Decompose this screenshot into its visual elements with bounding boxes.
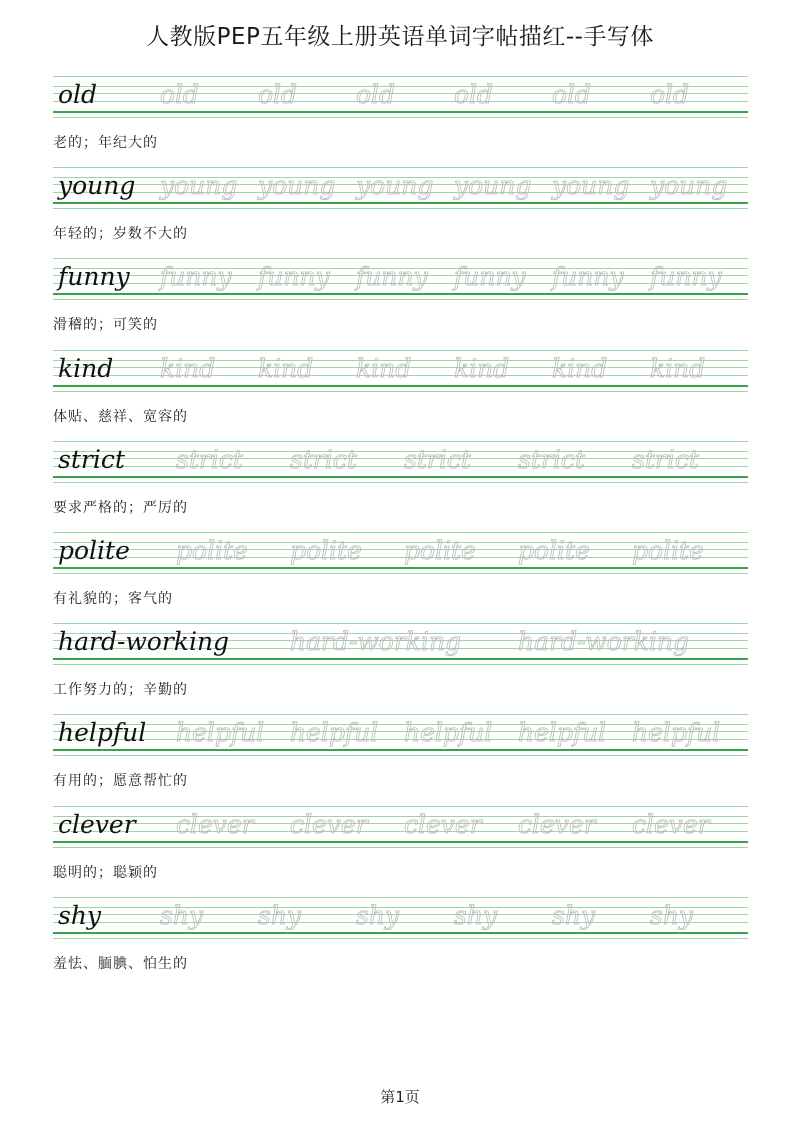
- guide-line: [53, 664, 748, 665]
- trace-word: old: [160, 80, 200, 109]
- trace-word: helpful: [404, 718, 493, 748]
- guide-line: [53, 441, 748, 442]
- trace-word: old: [258, 80, 298, 109]
- trace-word: old: [552, 80, 592, 109]
- trace-word: polite: [518, 536, 590, 565]
- trace-word: young: [160, 171, 238, 201]
- trace-word: helpful: [632, 718, 721, 748]
- word-row: [0, 350, 800, 441]
- word-meaning: 老的；年纪大的: [53, 135, 158, 151]
- guide-line: [53, 76, 748, 77]
- trace-word: funny: [160, 262, 232, 292]
- word-row: [0, 76, 800, 167]
- word-meaning: 年轻的；岁数不大的: [53, 226, 188, 243]
- trace-word: clever: [290, 809, 368, 839]
- trace-word: clever: [632, 809, 710, 839]
- guide-line: [53, 938, 748, 939]
- page-number: 第1页: [380, 1088, 420, 1106]
- trace-word: shy: [552, 900, 596, 930]
- word-meaning: 羞怯、腼腆、怕生的: [53, 955, 188, 972]
- guide-line: [53, 93, 748, 94]
- trace-word: shy: [650, 900, 694, 930]
- word-row: [0, 441, 800, 532]
- model-word: hard-working: [58, 627, 230, 657]
- guide-line: [53, 532, 748, 533]
- trace-word: funny: [454, 262, 526, 292]
- guide-line: [53, 907, 748, 908]
- trace-word: clever: [404, 809, 482, 839]
- guide-line: [53, 623, 748, 624]
- trace-word: kind: [552, 353, 608, 383]
- trace-word: young: [454, 171, 532, 201]
- baseline: [53, 932, 748, 934]
- guide-line: [53, 897, 748, 898]
- model-word: clever: [58, 809, 136, 839]
- trace-word: strict: [290, 444, 357, 474]
- guide-line: [53, 922, 748, 923]
- trace-word: kind: [356, 353, 412, 383]
- trace-word: polite: [290, 536, 362, 565]
- trace-word: old: [650, 80, 690, 109]
- trace-word: funny: [356, 262, 428, 292]
- model-word: strict: [58, 444, 125, 474]
- guide-line: [53, 755, 748, 756]
- word-meaning: 有用的；愿意帮忙的: [53, 773, 188, 790]
- guide-line: [53, 847, 748, 848]
- writing-guide-lines: [53, 897, 748, 939]
- trace-word: strict: [176, 444, 243, 474]
- guide-line: [53, 714, 748, 715]
- word-row: [0, 806, 800, 897]
- trace-word: young: [356, 171, 434, 201]
- guide-line: [53, 350, 748, 351]
- trace-word: shy: [160, 900, 204, 930]
- trace-word: old: [356, 80, 396, 109]
- trace-word: kind: [650, 353, 706, 383]
- word-row: [0, 258, 800, 349]
- word-row: [0, 167, 800, 258]
- baseline: [53, 111, 748, 113]
- trace-word: helpful: [518, 718, 607, 748]
- model-word: helpful: [58, 718, 147, 748]
- trace-word: funny: [258, 262, 330, 292]
- trace-word: helpful: [290, 718, 379, 748]
- word-meaning: 工作努力的；辛勤的: [53, 682, 188, 699]
- guide-line: [53, 258, 748, 259]
- trace-word: polite: [176, 536, 248, 565]
- word-meaning: 滑稽的；可笑的: [53, 317, 158, 334]
- word-meaning: 要求严格的；严厉的: [53, 499, 188, 516]
- trace-word: strict: [518, 444, 585, 474]
- guide-line: [53, 391, 748, 392]
- trace-word: strict: [632, 444, 699, 474]
- model-word: young: [58, 171, 136, 201]
- trace-word: shy: [356, 900, 400, 930]
- word-meaning: 聪明的；聪颖的: [53, 864, 158, 881]
- guide-line: [53, 299, 748, 300]
- word-row: [0, 623, 800, 714]
- word-meaning: 有礼貌的；客气的: [53, 591, 173, 607]
- trace-word: hard-working: [518, 627, 690, 657]
- trace-word: clever: [518, 809, 596, 839]
- word-meaning: 体贴、慈祥、宽容的: [53, 408, 188, 425]
- word-row: [0, 897, 800, 988]
- model-word: funny: [58, 262, 130, 292]
- trace-word: shy: [258, 900, 302, 930]
- model-word: kind: [58, 353, 114, 383]
- trace-word: kind: [258, 353, 314, 383]
- guide-line: [53, 208, 748, 209]
- trace-word: hard-working: [290, 627, 462, 657]
- trace-word: kind: [160, 353, 216, 383]
- guide-line: [53, 101, 748, 102]
- model-word: polite: [58, 536, 130, 565]
- trace-word: polite: [404, 536, 476, 565]
- trace-word: old: [454, 80, 494, 109]
- guide-line: [53, 914, 748, 915]
- writing-guide-lines: [53, 76, 748, 118]
- trace-word: shy: [454, 900, 498, 930]
- trace-word: young: [258, 171, 336, 201]
- trace-word: kind: [454, 353, 510, 383]
- trace-word: young: [650, 171, 728, 201]
- guide-line: [53, 573, 748, 574]
- trace-word: funny: [552, 262, 624, 292]
- guide-line: [53, 482, 748, 483]
- model-word: shy: [58, 900, 102, 930]
- trace-word: helpful: [176, 718, 265, 748]
- trace-word: young: [552, 171, 630, 201]
- trace-word: polite: [632, 536, 704, 565]
- guide-line: [53, 806, 748, 807]
- word-row: [0, 714, 800, 805]
- word-row: [0, 532, 800, 623]
- trace-word: funny: [650, 262, 722, 292]
- model-word: old: [58, 80, 98, 109]
- guide-line: [53, 117, 748, 118]
- trace-word: strict: [404, 444, 471, 474]
- worksheet-title: 人教版PEP五年级上册英语单词字帖描红--手写体: [146, 24, 654, 50]
- trace-word: clever: [176, 809, 254, 839]
- guide-line: [53, 167, 748, 168]
- guide-line: [53, 86, 748, 87]
